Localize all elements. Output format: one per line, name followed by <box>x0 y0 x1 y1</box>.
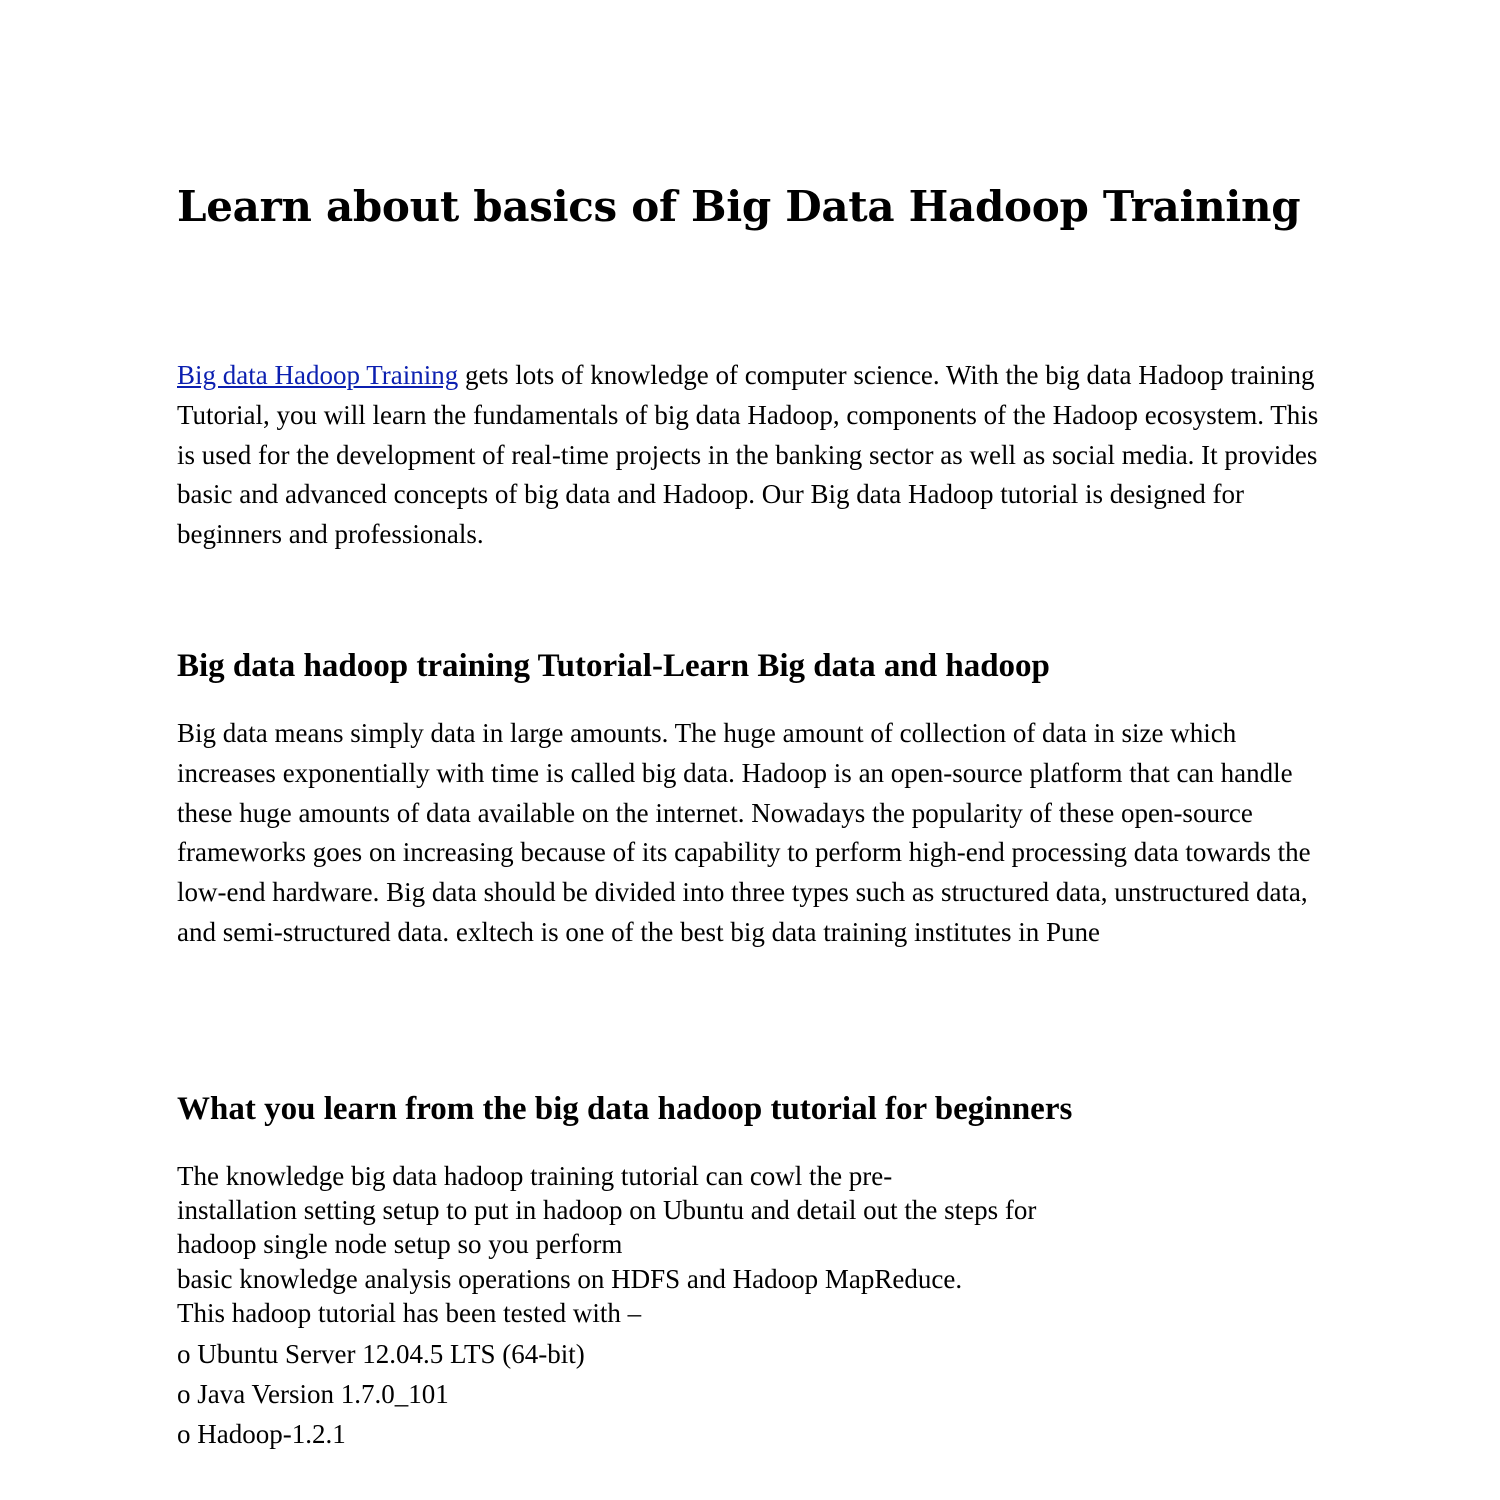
section-heading-tutorial: Big data hadoop training Tutorial-Learn Big data and hadoop <box>177 648 1050 684</box>
list-item: o Hadoop-1.2.1 <box>177 1418 346 1449</box>
list-item: o Ubuntu Server 12.04.5 LTS (64-bit) <box>177 1339 585 1369</box>
tested-with-list <box>177 1335 585 1454</box>
section-heading-what-you-learn: What you learn from the big data hadoop tutorial for beginners <box>177 1091 1073 1127</box>
body-line: installation setting setup to put in hadoop on Ubuntu and detail out the steps for <box>177 1195 1037 1226</box>
hadoop-training-link[interactable]: Big data Hadoop Training <box>177 360 459 390</box>
body-line: The knowledge big data hadoop training tutorial can cowl the pre- <box>177 1161 893 1191</box>
list-item: o Java Version 1.7.0_101 <box>177 1378 449 1409</box>
section-body-tutorial: Big data means simply data in large amounts. The huge amount of collection of data in size which increases exponentially with time is called big data. Hadoop is an open-source platform that can handle these huge amounts of data available on the internet. Nowadays the popularity of these open-source frameworks goes on increasing because of its capability to perform high-end processing data towards the low-end hardware. Big data should be divided into three types such as structured data, unstructured data, and semi-structured data. exltech is one of the best big data training institutes in Pune <box>177 718 1311 947</box>
body-line: basic knowledge analysis operations on HDFS and Hadoop MapReduce. <box>177 1263 963 1294</box>
body-line: hadoop single node setup so you perform <box>177 1229 623 1260</box>
body-line: This hadoop tutorial has been tested with – <box>177 1297 642 1328</box>
intro-paragraph <box>177 356 1322 555</box>
section-body-what-you-learn <box>177 1159 1322 1330</box>
page-title: Learn about basics of Big Data Hadoop Training <box>177 182 1301 231</box>
intro-text: gets lots of knowledge of computer science. With the big data Hadoop training Tutorial, you will learn the fundamentals of big data Hadoop, components of the Hadoop ecosystem. This is used for the development of real-time projects in the banking sector as well as social media. It provides basic and advanced concepts of big data and Hadoop. Our Big data Hadoop tutorial is designed for beginners and professionals. <box>177 360 1319 550</box>
